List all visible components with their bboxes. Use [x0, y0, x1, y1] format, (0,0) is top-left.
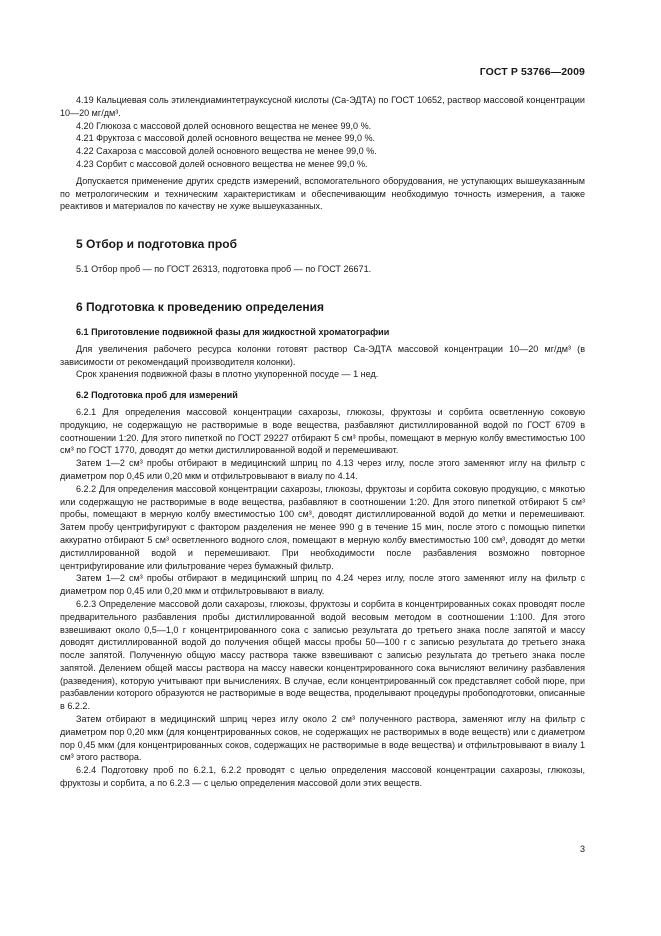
- paragraph-6-2-4: 6.2.4 Подготовку проб по 6.2.1, 6.2.2 проводят с целью определения массовой концентрации сахарозы, глюкозы, фруктозы и сорбита, а по 6.2.3 — с целью определения массовой доли этих веществ.: [60, 765, 585, 789]
- subsection-6-1-heading: 6.1 Приготовление подвижной фазы для жидкостной хроматографии: [76, 326, 390, 337]
- paragraph-6-2-3: 6.2.3 Определение массовой доли сахарозы, глюкозы, фруктозы и сорбита в концентрированных соках проводят после предварительного разбавления пробы дистиллированной водой весовым методом в соотношении 1:100. Для этого взвешивают около 0,5—1,0 г концентрированного сока с записью результата до третьего знака после запятой и массу доводят дистиллированной водой до получения общей массы пробы 50—100 г с записью результата до третьего знака после запятой. Полученную общую массу раствора также взвешивают с записью результата до третьего знака после запятой. Делением общей массы раствора на массу навески концентрированного сока вычисляют величину разбавления (разведения), которую учитывают при вычислениях. В случае, если концентрированный сок представляет собой пюре, при разбавлении которого образуются не растворимые в воде вещества, проделывают процедуры пробоподготовки, описанные в 6.2.2.: [60, 598, 585, 712]
- page-number: 3: [579, 844, 585, 854]
- reagent-item: 4.23 Сорбит с массовой долей основного вещества не менее 99,0 %.: [76, 158, 368, 169]
- reagent-item: 4.20 Глюкоза с массовой долей основного вещества не менее 99,0 %.: [76, 120, 372, 131]
- reagent-item: 4.22 Сахароза с массовой долей основного вещества не менее 99,0 %.: [76, 146, 377, 157]
- paragraph: Затем 1—2 см³ пробы отбирают в медицинский шприц по 4.13 через иглу, после этого заменяют иглу на фильтр с диаметром пор 0,45 или 0,20 мкм и отфильтровывают в виалу по 4.14.: [60, 458, 585, 481]
- paragraph: Затем отбирают в медицинский шприц через иглу около 2 см³ полученного раствора, заменяют иглу на фильтр с диаметром пор 0,20 мкм (для концентрированных соков, не содержащих не растворимых в воде веществ) или с диаметром пор 0,45 мкм (для концентрированных соков, содержащих не растворимые в воде вещества) и отфильтровывают в виалу 1 см³ этого раствора.: [60, 714, 585, 763]
- paragraph: Для увеличения рабочего ресурса колонки готовят раствор Са-ЭДТА массовой концентрации 10—20 мг/дм³ (в зависимости от рекомендаций производителя колонки).: [60, 343, 585, 367]
- reagent-item: 4.19 Кальциевая соль этилендиаминтетрауксусной кислоты (Са-ЭДТА) по ГОСТ 10652, раствор массовой концентрации 10—20 мг/дм³.: [60, 95, 585, 118]
- equipment-note: Допускается применение других средств измерений, вспомогательного оборудования, не уступающих вышеуказанным по метрологическим и техническим характеристикам и обеспечивающим необходимую точность измерения, а также реактивов и материалов по качеству не хуже вышеуказанных.: [60, 175, 585, 212]
- standard-header: ГОСТ Р 53766—2009: [479, 66, 585, 78]
- paragraph-6-2-1: 6.2.1 Для определения массовой концентрации сахарозы, глюкозы, фруктозы и сорбита осветленную соковую продукцию, не содержащую не растворимые в воде вещества, разбавляют дистиллированной водой по ГОСТ 6709 в соотношении 1:20. Для этого пипеткой по ГОСТ 29227 отбирают 5 см³ пробы, помещают в мерную колбу вместимостью 100 см³ по ГОСТ 1770, доводят до метки дистиллированной водой и перемешивают.: [60, 406, 585, 456]
- section-6-heading: 6 Подготовка к проведению определения: [76, 299, 325, 314]
- paragraph-6-2-2: 6.2.2 Для определения массовой концентрации сахарозы, глюкозы, фруктозы и сорбита соковую продукцию, с мякотью или содержащую не растворимые в воде вещества, разбавляют в соотношении 1:20. Для этого пипеткой отбирают 5 см³ пробы, помещают в мерную колбу вместимостью 100 см³, доводят дистиллированной водой до метки и перемешивают. Затем пробу центрифугируют с фактором разделения не менее 990 g в течение 15 мин, после этого с помощью пипетки аккуратно отбирают 5 см³ осветленного водного слоя, помещают в мерную колбу вместимостью 100 см³, доводят до метки дистиллированной водой и перемешивают. При необходимости после разбавления возможно повторное центрифугирование или фильтрование через бумажный фильтр.: [60, 483, 585, 571]
- page-content: [60, 94, 585, 790]
- paragraph: Срок хранения подвижной фазы в плотно укупоренной посуде — 1 нед.: [76, 369, 379, 380]
- section-5-paragraph: 5.1 Отбор проб — по ГОСТ 26313, подготовка проб — по ГОСТ 26671.: [76, 264, 372, 275]
- reagent-item: 4.21 Фруктоза с массовой долей основного вещества не менее 99,0 %.: [76, 133, 376, 144]
- subsection-6-2-heading: 6.2 Подготовка проб для измерений: [76, 390, 238, 401]
- paragraph: Затем 1—2 см³ пробы отбирают в медицинский шприц по 4.24 через иглу, после этого заменяют иглу на фильтр с диаметром пор 0,45 или 0,20 мкм и отфильтровывают в виалу.: [60, 573, 585, 597]
- section-5-heading: 5 Отбор и подготовка проб: [76, 237, 238, 252]
